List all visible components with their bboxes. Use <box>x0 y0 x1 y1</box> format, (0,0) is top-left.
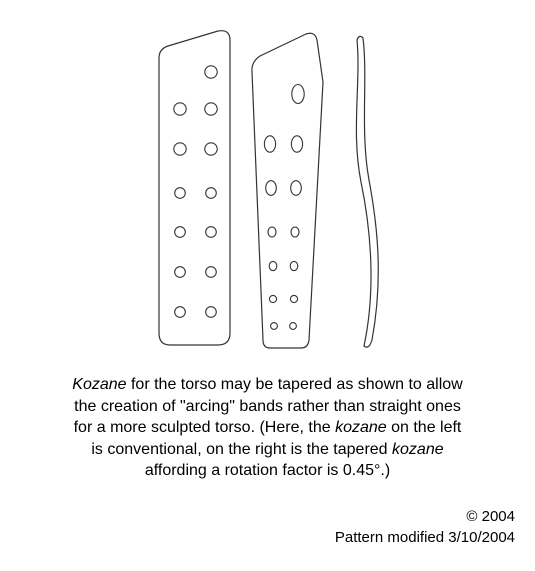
caption-term: Kozane <box>72 376 127 393</box>
tapered-kozane-outline <box>252 33 323 348</box>
lacing-hole <box>174 143 186 155</box>
lacing-hole <box>290 323 297 330</box>
tapered-kozane-plate <box>252 33 323 348</box>
lacing-hole <box>174 103 186 115</box>
lacing-hole <box>269 261 277 270</box>
lacing-hole <box>206 307 217 318</box>
lacing-hole <box>268 227 276 237</box>
conventional-kozane-plate <box>159 31 230 345</box>
modified-date: Pattern modified 3/10/2004 <box>334 529 515 546</box>
lacing-hole <box>291 136 302 152</box>
lacing-hole <box>175 227 186 238</box>
footer <box>335 506 515 548</box>
lacing-hole <box>205 143 217 155</box>
lacing-hole <box>175 267 186 278</box>
lacing-hole <box>290 261 298 270</box>
caption-line-5: affording a rotation factor is 0.45°.) <box>144 462 391 479</box>
caption-text: for the torso may be tapered as shown to allow <box>126 376 463 393</box>
side-profile-outline <box>356 36 378 347</box>
lacing-hole <box>264 136 275 152</box>
lacing-hole <box>175 307 186 318</box>
lacing-hole <box>206 227 217 238</box>
caption-line-3 <box>0 417 535 439</box>
lacing-hole <box>206 188 217 199</box>
lacing-hole <box>266 181 277 196</box>
caption-term: kozane <box>392 440 444 458</box>
kozane-side-profile <box>356 36 378 347</box>
conventional-kozane-outline <box>159 31 230 345</box>
caption-line-1 <box>0 374 535 396</box>
lacing-hole <box>205 66 217 78</box>
lacing-hole <box>205 103 217 115</box>
lacing-hole <box>291 227 299 237</box>
caption-line-2: the creation of "arcing" bands rather than straight ones <box>74 397 461 415</box>
caption-text: on the left <box>386 419 462 436</box>
lacing-hole <box>175 188 186 199</box>
copyright-notice: © 2004 <box>466 508 515 525</box>
lacing-hole <box>291 181 302 196</box>
lacing-hole <box>269 295 276 302</box>
caption-text: for a more sculpted torso. (Here, the <box>73 419 336 436</box>
caption-text: is conventional, on the right is the tapered <box>91 440 393 458</box>
caption-line-4 <box>0 439 535 461</box>
caption-term: kozane <box>335 419 387 436</box>
lacing-hole <box>290 295 297 302</box>
lacing-hole <box>206 267 217 278</box>
lacing-hole <box>292 85 304 104</box>
diagram-caption <box>0 374 535 482</box>
lacing-hole <box>271 323 278 330</box>
